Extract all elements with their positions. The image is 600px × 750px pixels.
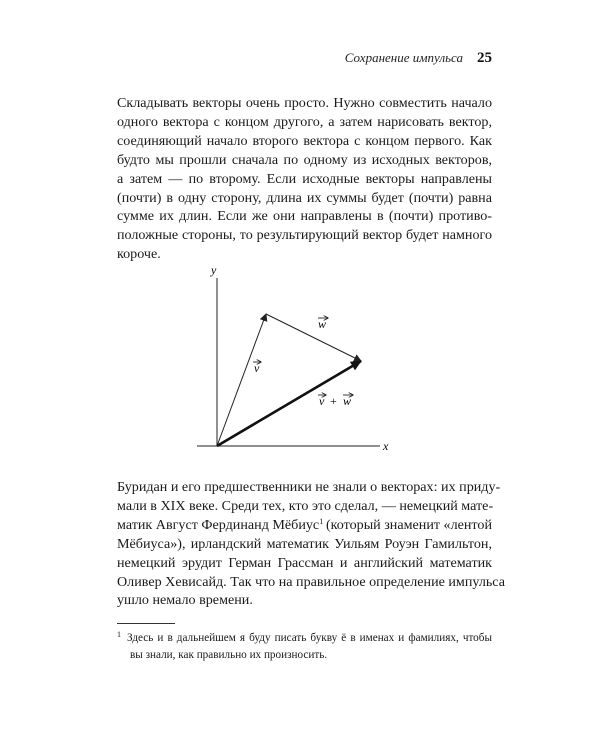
svg-text:w: w [343,394,352,408]
footnote [117,630,492,663]
text-line: Оливер Хевисайд. Так что на правильное определение импульса [117,573,505,590]
vector-v-label [253,361,261,375]
text-line: матик Август Фердинанд Мёбиус$^1$ (который знаменит «лентой [117,516,492,533]
running-title: Сохранение импульса [344,50,463,65]
vector-v [217,314,266,446]
footnote-mark: 1 [117,630,121,639]
paragraph-history [117,478,505,610]
text-line: ушло немало времени. [117,592,253,609]
text-line: одного вектора с концом другого, а затем нарисовать вектор, [117,113,492,130]
svg-text:v: v [254,361,260,375]
vector-sum [217,361,361,446]
footnote-ref: 1 [319,516,324,526]
text-line: будто мы прошли сначала по одному из исходных векторов, [117,151,492,168]
text-line: немецкий эрудит Герман Грассман и английский математик [117,554,492,571]
x-axis-label: x [383,439,389,453]
text-line: соединяющий начало второго вектора с концом первого. Как [117,132,492,149]
running-header [117,50,492,72]
svg-text:+: + [330,394,337,408]
footnote-line: $^1$ Здесь и в дальнейшем я буду писать букву ё в именах и фамилиях, чтобы [117,630,492,644]
text-line: короче. [117,246,161,263]
text-line: положные стороны, то результирующий вектор будет намного [117,227,492,244]
page-number: 25 [477,50,492,66]
text-line: (почти) в одну сторону, длина их суммы будет (почти) равна [117,189,492,206]
footnote-divider [117,623,175,624]
footnote-line: вы знали, как правильно их произносить. [130,648,328,661]
svg-text:v: v [319,394,325,408]
text-line: а затем — по второму. Если исходные векторы направлены [117,170,492,187]
text-line: Складывать векторы очень просто. Нужно совместить начало [117,95,492,111]
vector-addition-diagram [193,258,393,458]
vector-w [266,314,361,361]
text-line: сумме их длин. Если же они направлены в (почти) противо- [117,208,492,225]
y-axis-label: y [211,263,217,277]
text-line: Буридан и его предшественники не знали о векторах: их приду- [117,479,501,495]
vector-sum-label [318,394,353,408]
vector-w-label [318,317,328,331]
text-line: мали в XIX веке. Среди тех, кто это сделал, — немецкий мате- [117,497,494,514]
paragraph-vector-addition [117,94,492,264]
svg-text:w: w [318,317,327,331]
text-line: Мёбиуса»), ирландский математик Уильям Роуэн Гамильтон, [117,535,492,552]
